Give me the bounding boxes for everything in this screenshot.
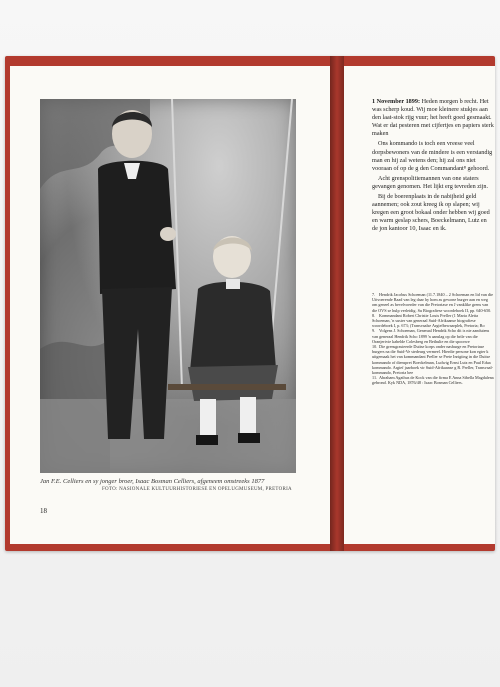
right-page — [344, 66, 495, 544]
footnote-number: 8. — [372, 312, 376, 318]
footnote-text: Volgens J. Schoeman, Generaal Hendrik Scho dit is nie aanduiens van generaal Hendrik Scho 1899 'n aanslag op die brile van die Oranjerivie kabelde Colesberg en Bethulie en die spoorwe — [372, 328, 490, 344]
footnote — [372, 292, 494, 313]
footnote — [372, 328, 494, 344]
historic-photograph — [40, 99, 296, 473]
footnote-text: Die grensgrasieerde Duitse korps onder nasburge en Pretoriase burgers na die Suid-Ve stedeurg vermeel. Hierdie persone kon egter k uitgemaak het van kommandant Preller se Prete Inrigting in die Duitse kommando of dienspret Boeckelman, Ludwig Ernst Lutz en Paul Edua kommando. Argief jaarboek vir Suid-Afrikaanse g R. Preller, Transvaal-kommando, Pretoria bee — [372, 344, 494, 376]
diary-paragraph — [372, 98, 494, 138]
diary-paragraph — [372, 193, 494, 233]
paragraph-text: Bij de boerenplaats in de nabijheid geld aannemen; ook zout kreeg ik op slapen; wij kregen een groot bokaal onder hebben wij goed en warm geslap schers, Boeckelmann, Lutz en de jon kantoor 10, Isaac en ik. — [372, 193, 490, 233]
footnote — [372, 375, 494, 385]
photo-caption: Jan F.E. Celliers en sy jonger broer, Isaac Bosman Celliers, afgeneem omstreeks 1877 — [40, 478, 265, 485]
paragraph-text: Heden morgen b recht. Het was scherp koud. Wij moe kleinere stukjes aan den laat-stok rijg vuur; het heeft goed gesmaakt. Wat er dat pesteren met cijfertjes en papiers sterk maken — [372, 98, 494, 138]
book-spine — [330, 56, 344, 551]
footnote-text: Hendrik Jacobus Schoeman (11.7.1840 – 2 Schoeman en lid van die Uitvoerende Raad van leg daar hy hom as gewone burger aan en weg om geneel as bevelvoerder van die Pretoriase en J vanklike grens van die OVS se hulp verleidig. Su Biografiese woordeboek II, pp. 640-650. — [372, 292, 494, 313]
footnote-number: 7. — [372, 292, 376, 297]
diary-paragraph — [372, 175, 494, 191]
footnote-number: 11. — [372, 375, 378, 381]
diary-paragraph — [372, 140, 494, 172]
footnote-text: Abraham Agathus de Kock van die firma E Anna Sibella Magdalena gebrond. Kyk NDA, 1876/48 : Isaac Bosman Celliers. — [372, 375, 494, 386]
photo-credit: FOTO: NASIONALE KULTUURHISTORIESE EN OPELUGMUSEUM, PRETORIA — [102, 487, 292, 492]
left-page — [10, 66, 330, 544]
footnote-text: Kommandant Robert Christie Louis Preller (1 Maria Aletta Schoeman, 'n suster van generaal Suid-Afrikaanse biografiese woordeboek I, p. 673; (Transvaalse Argiefbewaarplek, Pretoria; Bo — [372, 312, 485, 329]
paragraph-text: Ons kommando is toch een vreese veel dorpsbewoners van de mindere is een verstandig man en hij zal wetens den; hij zal ons niet vooraan of op de g den Commandant⁸ gehoord. — [372, 140, 493, 172]
footnote — [372, 313, 494, 329]
page-number: 18 — [40, 507, 47, 515]
photo-illustration — [40, 99, 296, 473]
footnote — [372, 344, 494, 375]
footnote-number: 9. — [372, 328, 376, 334]
footnotes — [372, 292, 494, 386]
paragraph-text: Acht grenspolitiemannen van one staters gevangen genomen. Het lijkt erg tevreden zijn. — [372, 174, 489, 190]
footnote-number: 10. — [372, 344, 378, 350]
diary-text — [372, 98, 494, 234]
entry-date: 1 November 1899: — [372, 98, 421, 105]
